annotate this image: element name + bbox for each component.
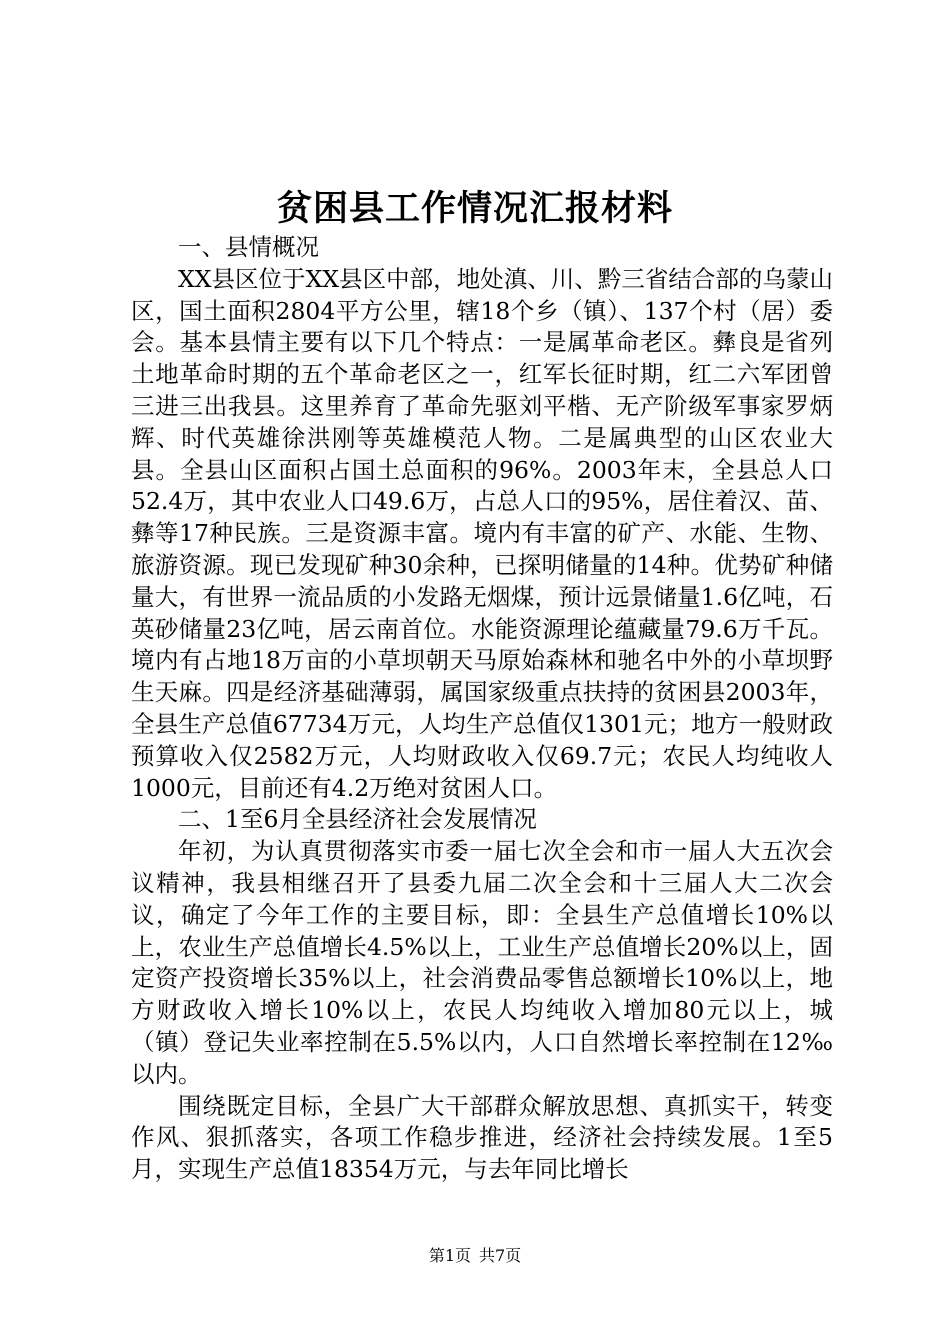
section-heading-2: 二、1至6月全县经济社会发展情况 [178, 805, 537, 834]
page-footer [0, 1245, 950, 1267]
paragraph-annual-goals: 年初，为认真贯彻落实市委一届七次全会和市一届人大五次会议精神，我县相继召开了县委九届二次全会和十三届人大二次会议，确定了今年工作的主要目标，即：全县生产总值增长10%以上，农业生产总值增长4.5%以上，工业生产总值增长20%以上，固定资产投资增长35%以上，社会消费品零售总额增长10%以上，地方财政收入增长10%以上，农民人均纯收入增加80元以上，城（镇）登记失业率控制在5.5%以内，人口自然增长率控制在12‰以内。 [131, 837, 833, 1088]
paragraph-county-overview: XX县区位于XX县区中部，地处滇、川、黔三省结合部的乌蒙山区，国土面积2804平方公里，辖18个乡（镇）、137个村（居）委会。基本县情主要有以下几个特点：一是属革命老区。彝良是省列土地革命时期的五个革命老区之一，红军长征时期，红二六军团曾三进三出我县。这里养育了革命先驱刘平楷、无产阶级军事家罗炳辉、时代英雄徐洪刚等英雄模范人物。二是属典型的山区农业大县。全县山区面积占国土总面积的96%。2003年末，全县总人口52.4万，其中农业人口49.6万，占总人口的95%，居住着汉、苗、彝等17种民族。三是资源丰富。境内有丰富的矿产、水能、生物、旅游资源。现已发现矿种30余种，已探明储量的14种。优势矿种储量大，有世界一流品质的小发路无烟煤，预计远景储量1.6亿吨，石英砂储量23亿吨，居云南首位。水能资源理论蕴藏量79.6万千瓦。境内有占地18万亩的小草坝朝天马原始森林和驰名中外的小草坝野生天麻。四是经济基础薄弱，属国家级重点扶持的贫困县2003年，全县生产总值67734万元，人均生产总值仅1301元；地方一般财政预算收入仅2582万元，人均财政收入仅69.7元；农民人均纯收人1000元，目前还有4.2万绝对贫困人口。 [131, 264, 833, 802]
document-body [131, 232, 833, 1186]
paragraph-progress: 围绕既定目标，全县广大干部群众解放思想、真抓实干，转变作风、狠抓落实，各项工作稳步推进，经济社会持续发展。1至5月，实现生产总值18354万元，与去年同比增长 [131, 1091, 833, 1184]
page-total: 共7页 [479, 1246, 522, 1265]
section-heading-1: 一、县情概况 [178, 233, 319, 261]
document-title: 贫困县工作情况汇报材料 [276, 188, 673, 229]
page-number: 第1页 [428, 1246, 471, 1265]
